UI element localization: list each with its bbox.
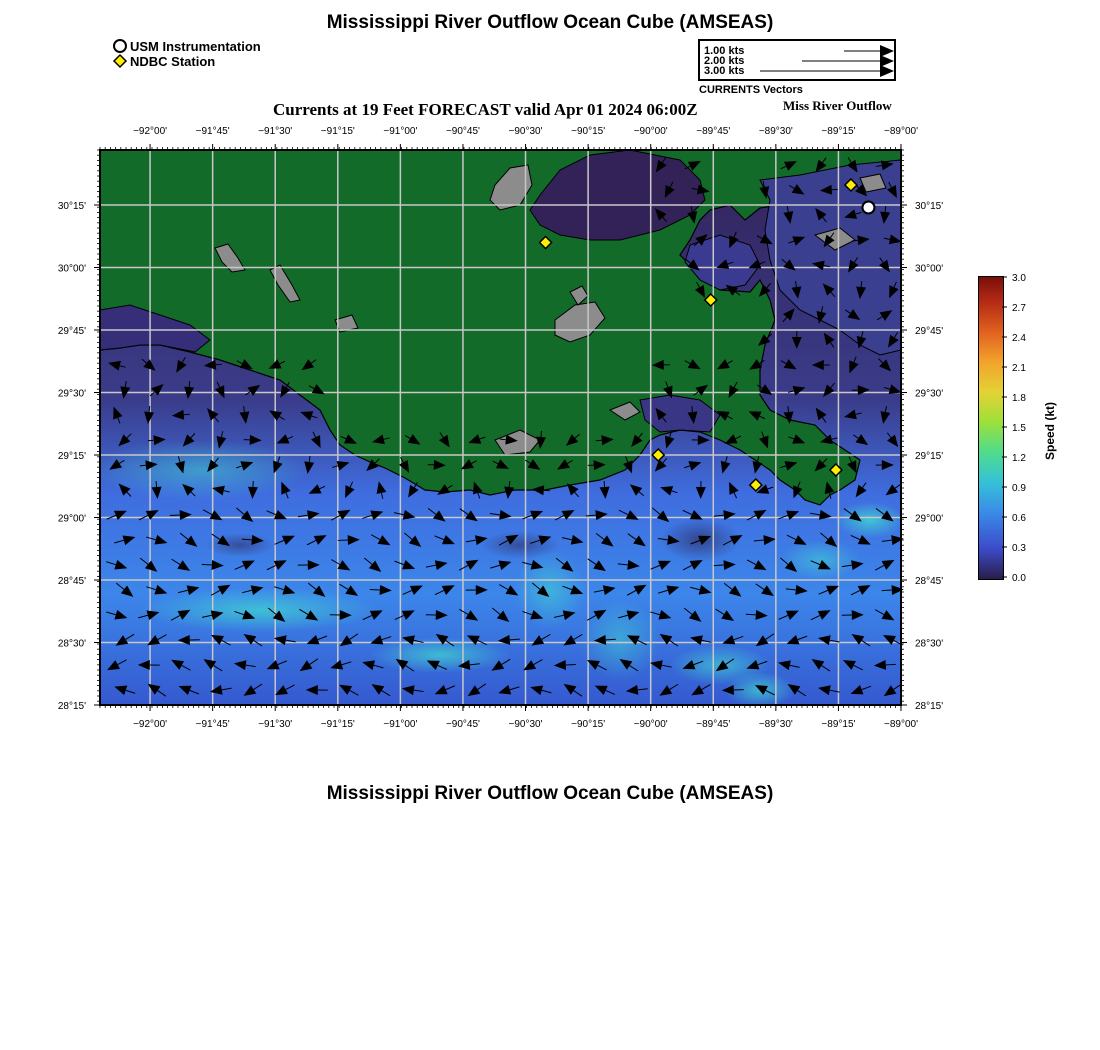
colorbar-tick-label: 2.4 bbox=[1012, 333, 1026, 344]
vector-shaft bbox=[692, 406, 693, 412]
lat-label-left: 29°15' bbox=[57, 451, 86, 462]
vector-shaft bbox=[885, 206, 886, 212]
lat-label-right: 29°30' bbox=[915, 388, 944, 400]
vector-shaft bbox=[544, 490, 550, 491]
lat-label-left: 28°15' bbox=[57, 701, 86, 712]
lat-label-right: 28°45' bbox=[915, 576, 944, 587]
vector-shaft bbox=[189, 381, 190, 387]
lat-label-left: 29°00' bbox=[57, 513, 86, 525]
lon-label-bottom: −89°00' bbox=[884, 719, 918, 730]
lon-label-bottom: −89°45' bbox=[696, 719, 731, 730]
vector-shaft bbox=[509, 481, 510, 487]
vector-shaft bbox=[714, 565, 724, 566]
lat-label-left: 28°45' bbox=[57, 576, 86, 587]
colorbar-tick-label: 2.1 bbox=[1012, 363, 1026, 374]
lon-label-top: −90°30' bbox=[508, 126, 543, 137]
lon-label-top: −89°30' bbox=[758, 126, 793, 137]
lat-label-right: 29°45' bbox=[915, 326, 944, 337]
lat-label-left: 30°00' bbox=[57, 263, 86, 275]
usm-station-marker bbox=[862, 202, 874, 214]
lon-label-bottom: −90°00' bbox=[633, 719, 668, 730]
lon-label-top: −91°00' bbox=[383, 126, 418, 137]
lat-label-left: 30°15' bbox=[57, 201, 86, 212]
colorbar-tick-label: 1.2 bbox=[1012, 453, 1026, 464]
vector-shaft bbox=[500, 439, 506, 440]
vector-shaft bbox=[216, 364, 222, 365]
lon-label-bottom: −90°45' bbox=[445, 719, 480, 730]
vector-shaft bbox=[148, 440, 154, 441]
lat-label-right: 29°00' bbox=[915, 513, 944, 525]
lat-label-right: 30°15' bbox=[915, 201, 944, 212]
legend-usm-label: USM Instrumentation bbox=[130, 38, 261, 54]
lon-label-bottom: −90°30' bbox=[508, 719, 543, 730]
colorbar-tick-label: 3.0 bbox=[1012, 273, 1026, 284]
lat-label-left: 28°30' bbox=[57, 638, 86, 650]
lat-label-right: 28°15' bbox=[915, 701, 944, 712]
lon-label-top: −89°00' bbox=[884, 126, 918, 137]
vector-legend-caption: CURRENTS Vectors bbox=[699, 84, 803, 96]
vector-shaft bbox=[788, 406, 789, 412]
region-label: Miss River Outflow bbox=[783, 98, 892, 113]
colorbar-tick-label: 0.3 bbox=[1012, 543, 1026, 554]
lat-label-right: 29°15' bbox=[915, 451, 944, 462]
colorbar-tick-label: 1.8 bbox=[1012, 393, 1026, 404]
lon-label-bottom: −92°00' bbox=[133, 719, 168, 730]
lat-label-left: 29°45' bbox=[57, 326, 86, 337]
lon-label-top: −90°15' bbox=[571, 126, 606, 137]
lon-label-top: −89°45' bbox=[696, 126, 731, 137]
colorbar-label: Speed (kt) bbox=[1043, 401, 1057, 460]
lon-label-top: −91°30' bbox=[258, 126, 293, 137]
lon-label-bottom: −90°15' bbox=[571, 719, 606, 730]
lon-label-bottom: −91°45' bbox=[195, 719, 230, 730]
lat-label-left: 29°30' bbox=[57, 388, 86, 400]
bottom-title: Mississippi River Outflow Ocean Cube (AMSEAS) bbox=[326, 783, 774, 804]
vector-shaft bbox=[861, 281, 862, 287]
lon-label-bottom: −91°00' bbox=[383, 719, 418, 730]
vector-legend-row-3: 3.00 kts bbox=[704, 65, 745, 77]
vector-shaft bbox=[370, 589, 380, 590]
lon-label-top: −91°15' bbox=[320, 126, 355, 137]
main-title: Mississippi River Outflow Ocean Cube (AMSEAS) bbox=[326, 12, 774, 33]
colorbar-tick-label: 0.0 bbox=[1012, 573, 1026, 584]
lon-label-top: −89°15' bbox=[821, 126, 856, 137]
vector-shaft bbox=[149, 406, 150, 412]
vector-shaft bbox=[202, 564, 212, 565]
lon-label-bottom: −91°15' bbox=[320, 719, 355, 730]
colorbar-tick-label: 0.6 bbox=[1012, 513, 1026, 524]
lon-label-top: −92°00' bbox=[133, 126, 168, 137]
lon-label-top: −90°00' bbox=[633, 126, 668, 137]
vector-shaft bbox=[852, 240, 858, 241]
vector-legend-row-1: 1.00 kts bbox=[704, 45, 745, 57]
colorbar-tick-label: 2.7 bbox=[1012, 303, 1026, 314]
lon-label-bottom: −91°30' bbox=[258, 719, 293, 730]
colorbar-tick-label: 0.9 bbox=[1012, 483, 1026, 494]
lat-label-right: 30°00' bbox=[915, 263, 944, 275]
colorbar-ticks bbox=[1002, 270, 1042, 590]
lon-label-top: −90°45' bbox=[445, 126, 480, 137]
colorbar-tick-label: 1.5 bbox=[1012, 423, 1026, 434]
forecast-subtitle: Currents at 19 Feet FORECAST valid Apr 01 2024 06:00Z bbox=[273, 100, 698, 119]
vector-shaft bbox=[882, 590, 892, 591]
lon-label-bottom: −89°15' bbox=[821, 719, 856, 730]
colorbar bbox=[978, 276, 1004, 580]
vector-legend-row-2: 2.00 kts bbox=[704, 55, 745, 67]
vector-shaft bbox=[886, 664, 896, 665]
lon-label-top: −91°45' bbox=[195, 126, 230, 137]
vector-shaft bbox=[596, 440, 602, 441]
vector-shaft bbox=[140, 465, 146, 466]
lon-label-bottom: −89°30' bbox=[758, 719, 793, 730]
legend-ndbc-label: NDBC Station bbox=[130, 53, 216, 69]
lat-label-right: 28°30' bbox=[915, 638, 944, 650]
